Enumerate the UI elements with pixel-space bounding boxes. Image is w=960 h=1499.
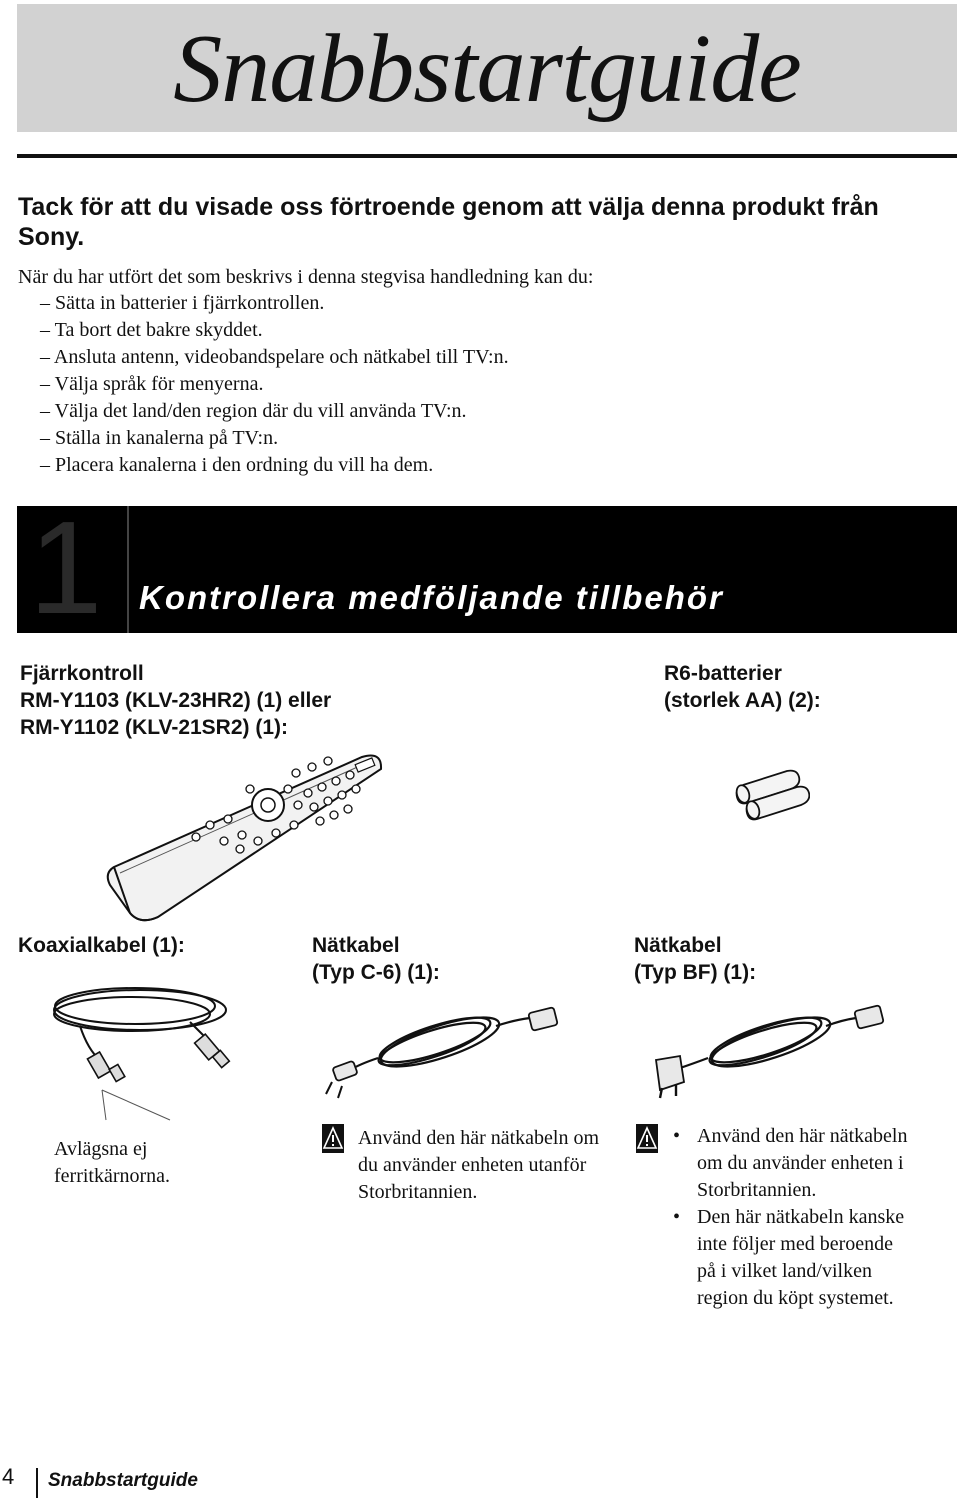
title-band	[17, 4, 957, 132]
cable-c6-note-line1: Använd den här nätkabeln om	[358, 1127, 600, 1149]
cable-bf-bullet2-line2: inte följer med beroende	[697, 1233, 894, 1255]
bullet-dot: •	[673, 1125, 681, 1147]
step-number: 1	[29, 494, 103, 641]
cable-bf-bullet1-line2: om du använder enheten i	[697, 1152, 904, 1174]
list-item: – Ställa in kanalerna på TV:n.	[40, 425, 509, 452]
title-rule	[17, 154, 957, 158]
coax-note-line2: ferritkärnorna.	[54, 1165, 171, 1187]
step-band	[17, 494, 957, 641]
list-item	[673, 1204, 907, 1312]
remote-label-line2: RM-Y1103 (KLV-23HR2) (1) eller	[20, 689, 332, 712]
bullet-dot: •	[673, 1206, 681, 1228]
cable-bf-label-line2: (Typ BF) (1):	[634, 961, 757, 984]
page-number: 4	[2, 1464, 15, 1489]
step-number-box	[17, 494, 129, 641]
footer-section-title: Snabbstartguide	[48, 1470, 198, 1491]
coax-note	[54, 1136, 170, 1190]
list-item	[673, 1123, 908, 1204]
list-item: – Sätta in batterier i fjärrkontrollen.	[40, 290, 509, 317]
warning-icon	[322, 1124, 344, 1153]
intro-list	[40, 290, 509, 479]
power-cable-c6-image	[310, 1000, 570, 1100]
list-item: – Välja språk för menyerna.	[40, 371, 509, 398]
intro-lead: När du har utfört det som beskrivs i denna stegvisa handledning kan du:	[18, 266, 594, 288]
cable-bf-bullet1-line3: Storbritannien.	[697, 1179, 817, 1201]
batteries-label-line2: (storlek AA) (2):	[664, 689, 821, 712]
cable-c6-note-line3: Storbritannien.	[358, 1181, 478, 1203]
batteries-image	[735, 765, 810, 825]
cable-c6-label-line2: (Typ C-6) (1):	[312, 961, 440, 984]
cable-bf-bullet1-line1: Använd den här nätkabeln	[697, 1125, 908, 1147]
coax-note-line1: Avlägsna ej	[54, 1138, 148, 1160]
cable-c6-label-line1: Nätkabel	[312, 934, 400, 957]
cable-c6-note-line2: du använder enheten utanför	[358, 1154, 587, 1176]
batteries-label	[664, 660, 821, 714]
cable-c6-note	[358, 1125, 599, 1206]
coax-label: Koaxialkabel (1):	[18, 934, 185, 957]
power-cable-bf-image	[636, 1000, 896, 1100]
cable-bf-label	[634, 932, 756, 986]
list-item: – Ansluta antenn, videobandspelare och nätkabel till TV:n.	[40, 344, 509, 371]
warning-icon	[636, 1124, 658, 1153]
cable-bf-bullet2-line1: Den här nätkabeln kanske	[697, 1206, 905, 1228]
cable-bf-label-line1: Nätkabel	[634, 934, 722, 957]
remote-label-line3: RM-Y1102 (KLV-21SR2) (1):	[20, 716, 289, 739]
step-title: Kontrollera medföljande tillbehör	[139, 579, 724, 616]
remote-label	[20, 660, 331, 741]
cable-bf-bullet2-line4: region du köpt systemet.	[697, 1287, 894, 1309]
intro-heading: Tack för att du visade oss förtroende genom att välja denna produkt från Sony.	[18, 193, 879, 251]
cable-c6-label	[312, 932, 440, 986]
page-title: Snabbstartguide	[173, 15, 801, 123]
cable-bf-bullet2-line3: på i vilket land/vilken	[697, 1260, 872, 1282]
list-item: – Välja det land/den region där du vill använda TV:n.	[40, 398, 509, 425]
coaxial-cable-image	[40, 970, 270, 1140]
list-item: – Ta bort det bakre skyddet.	[40, 317, 509, 344]
list-item: – Placera kanalerna i den ordning du vill ha dem.	[40, 452, 509, 479]
cable-bf-notes	[673, 1123, 908, 1312]
footer-divider	[36, 1468, 38, 1498]
remote-label-line1: Fjärrkontroll	[20, 662, 144, 685]
batteries-label-line1: R6-batterier	[664, 662, 782, 685]
remote-control-image	[100, 745, 400, 925]
